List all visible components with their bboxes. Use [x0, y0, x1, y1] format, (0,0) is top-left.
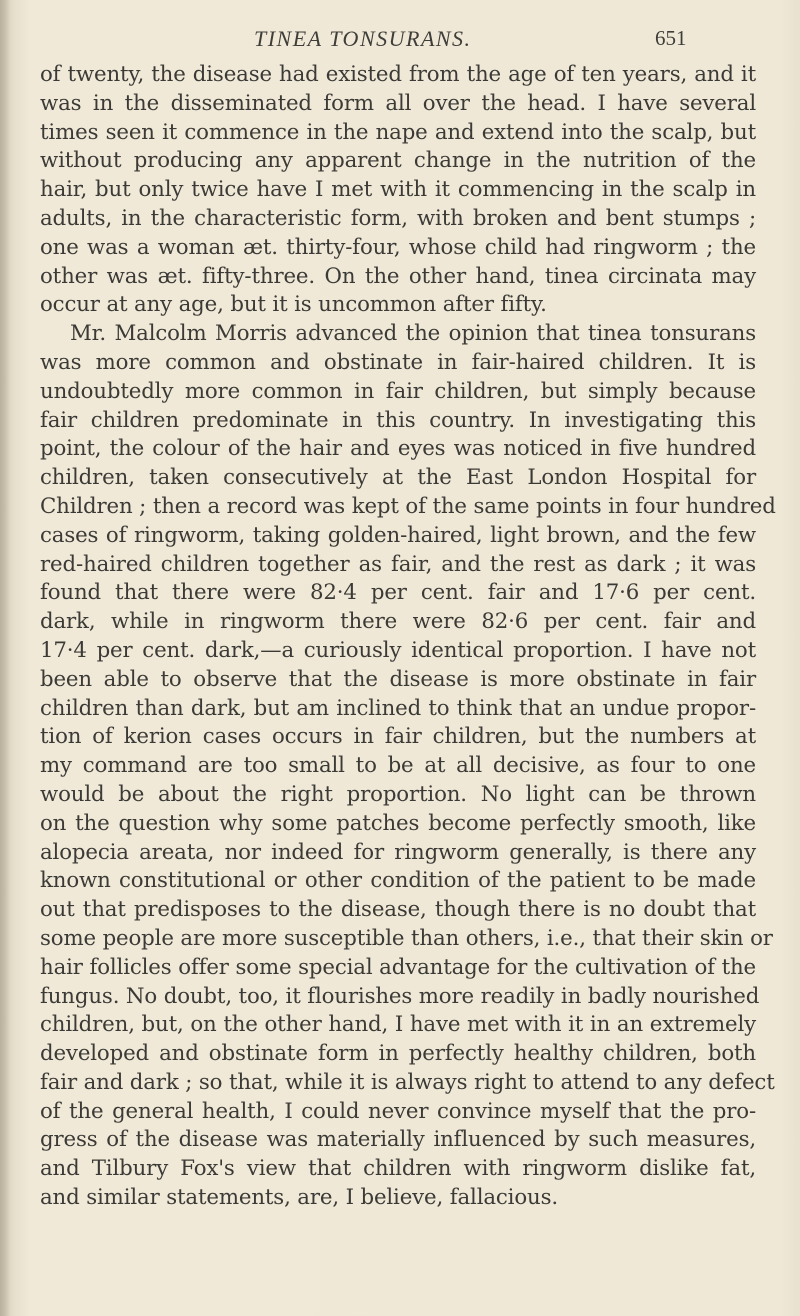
text-line: hair follicles offer some special advantage for the cultivation of the	[40, 954, 756, 980]
text-line: red-haired children together as fair, and the rest as dark ; it was	[40, 551, 756, 577]
text-line: known constitutional or other condition of the patient to be made	[40, 868, 756, 894]
text-line: Children ; then a record was kept of the same points in four hundred	[40, 493, 776, 519]
text-line: times seen it commence in the nape and extend into the scalp, but	[40, 119, 756, 145]
running-title: TINEA TONSURANS.	[254, 26, 472, 51]
text-line: of twenty, the disease had existed from the age of ten years, and it	[40, 62, 756, 87]
text-line: dark, while in ringworm there were 82·6 per cent. fair and	[40, 609, 756, 635]
text-line: children than dark, but am inclined to think that an undue propor-	[40, 695, 756, 721]
text-line: been able to observe that the disease is more obstinate in fair	[40, 666, 756, 692]
text-line: would be about the right proportion. No light can be thrown	[40, 781, 756, 807]
text-line: fungus. No doubt, too, it flourishes more readily in badly nourished	[40, 983, 760, 1009]
body-text	[40, 61, 776, 1213]
text-line: of the general health, I could never convince myself that the pro-	[40, 1098, 756, 1124]
text-line: point, the colour of the hair and eyes was noticed in five hundred	[40, 436, 756, 462]
text-line: other was æt. fifty-three. On the other hand, tinea circinata may	[40, 263, 756, 289]
text-line: and Tilbury Fox's view that children with ringworm dislike fat,	[40, 1156, 756, 1182]
text-line: undoubtedly more common in fair children, but simply because	[40, 378, 756, 404]
text-line: alopecia areata, nor indeed for ringworm generally, is there any	[40, 839, 756, 865]
text-line: fair and dark ; so that, while it is always right to attend to any defect	[40, 1069, 775, 1095]
text-line: gress of the disease was materially influenced by such measures,	[40, 1127, 756, 1153]
text-line: and similar statements, are, I believe, fallacious.	[40, 1185, 558, 1211]
text-line: hair, but only twice have I met with it commencing in the scalp in	[40, 177, 756, 203]
paragraph-start-line: Mr. Malcolm Morris advanced the opinion that tinea tonsurans	[70, 321, 756, 347]
binding-gutter-shadow	[0, 0, 10, 1316]
text-line: 17·4 per cent. dark,—a curiously identical proportion. I have not	[40, 637, 756, 663]
text-line: was more common and obstinate in fair-haired children. It is	[40, 349, 756, 375]
running-head	[0, 14, 800, 54]
text-line: fair children predominate in this country. In investigating this	[40, 407, 756, 433]
text-line: occur at any age, but it is uncommon after fifty.	[40, 292, 547, 318]
text-line: on the question why some patches become perfectly smooth, like	[40, 810, 756, 836]
text-line: one was a woman æt. thirty-four, whose child had ringworm ; the	[40, 234, 756, 260]
text-line: was in the disseminated form all over the head. I have several	[40, 90, 756, 116]
text-line: children, taken consecutively at the East London Hospital for	[40, 465, 756, 491]
page-number: 651	[655, 26, 687, 50]
text-line: adults, in the characteristic form, with broken and bent stumps ;	[40, 205, 756, 231]
text-line: found that there were 82·4 per cent. fair and 17·6 per cent.	[40, 580, 756, 606]
text-line: developed and obstinate form in perfectly healthy children, both	[40, 1041, 756, 1067]
text-line: my command are too small to be at all decisive, as four to one	[40, 753, 756, 779]
text-line: without producing any apparent change in the nutrition of the	[40, 148, 756, 174]
text-line: children, but, on the other hand, I have met with it in an extremely	[40, 1012, 756, 1038]
text-line: cases of ringworm, taking golden-haired, light brown, and the few	[40, 522, 756, 548]
text-line: some people are more susceptible than others, i.e., that their skin or	[40, 925, 773, 951]
text-line: out that predisposes to the disease, though there is no doubt that	[40, 897, 756, 923]
text-line: tion of kerion cases occurs in fair children, but the numbers at	[40, 724, 756, 750]
